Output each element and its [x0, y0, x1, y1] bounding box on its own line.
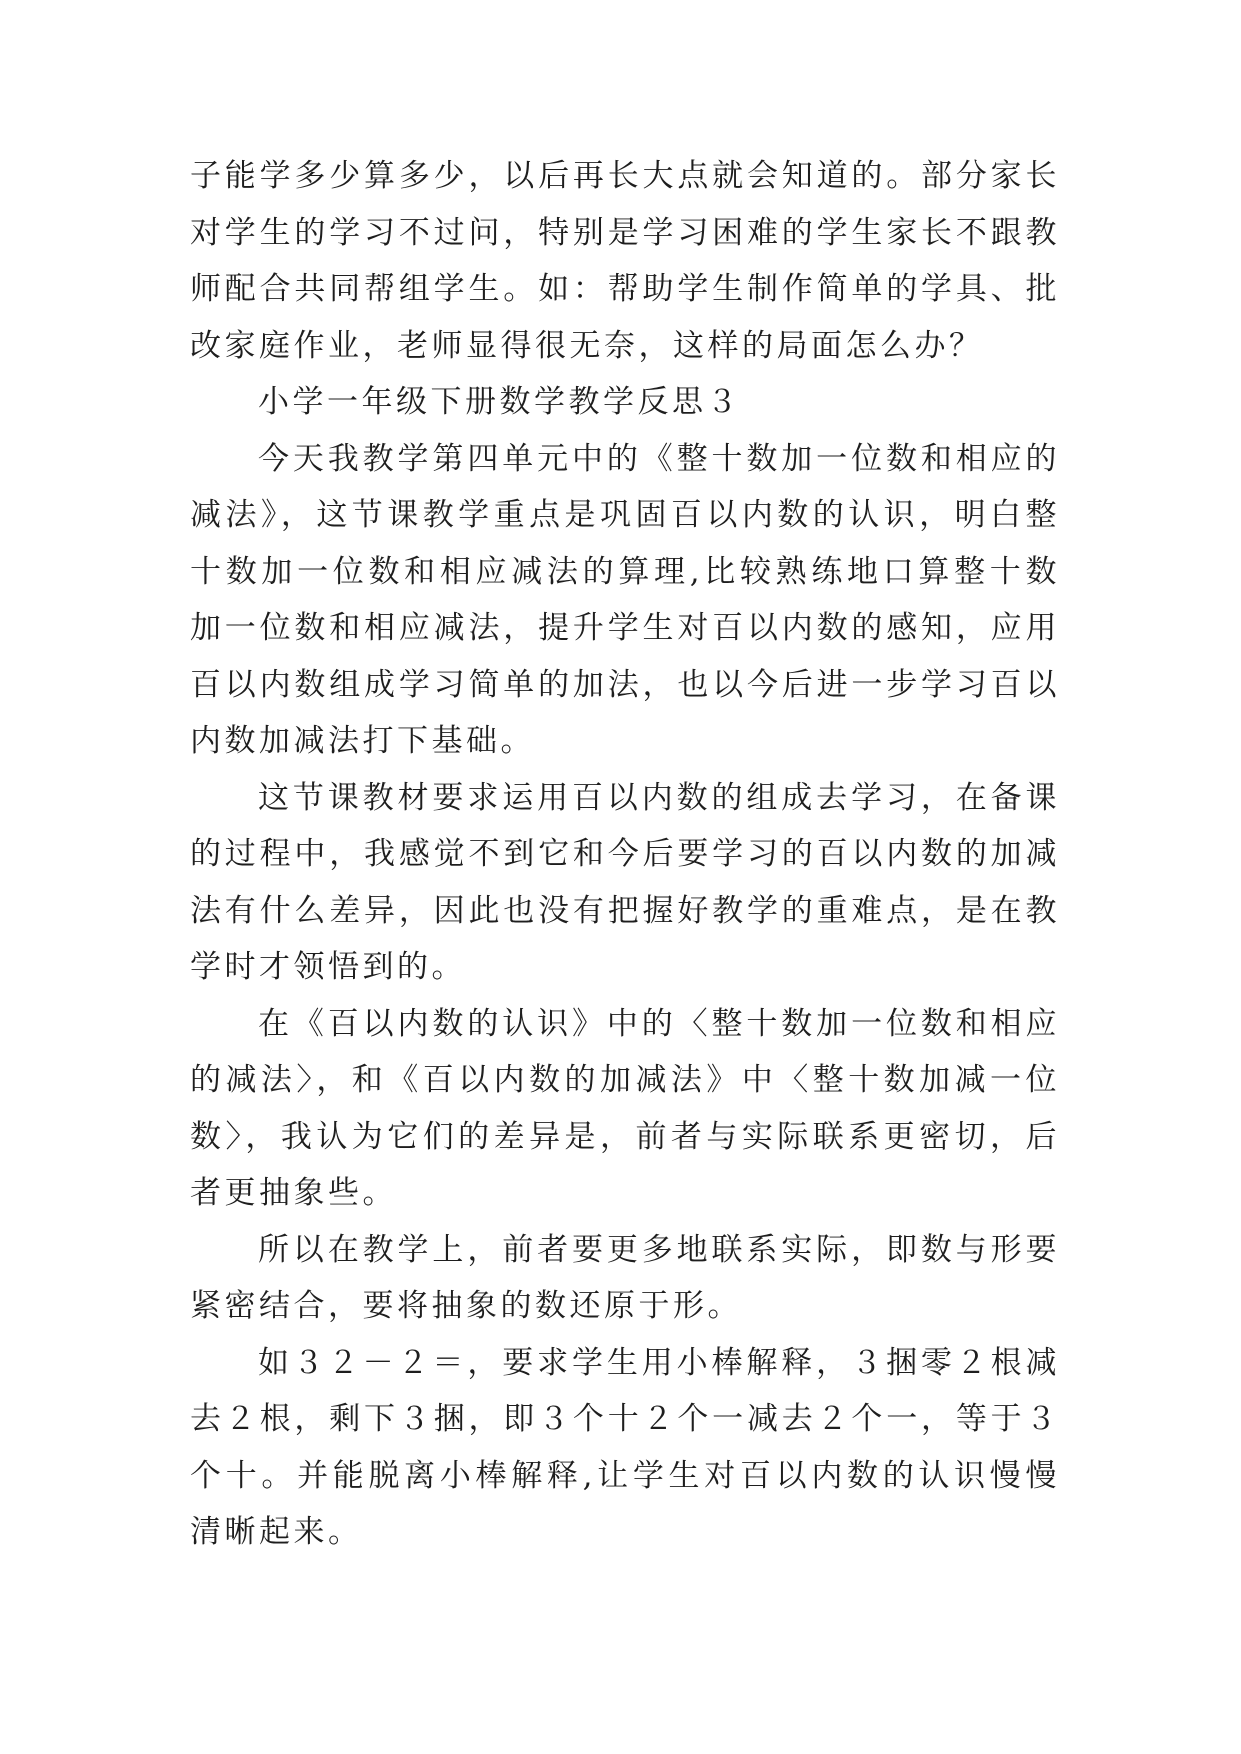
document-body — [190, 148, 1060, 1561]
paragraph-continuation: 子能学多少算多少，以后再长大点就会知道的。部分家长对学生的学习不过问，特别是学习困难的学生家长不跟教师配合共同帮组学生。如：帮助学生制作简单的学具、批改家庭作业，老师显得很无奈，这样的局面怎么办？ — [190, 158, 1060, 364]
paragraph-example: 如３２－２＝，要求学生用小棒解释，３捆零２根减去２根，剩下３捆，即３个十２个一减去２个一，等于３个十。并能脱离小棒解释,让学生对百以内数的认识慢慢清晰起来。 — [190, 1344, 1060, 1550]
paragraph-lesson-intro: 今天我教学第四单元中的《整十数加一位数和相应的减法》，这节课教学重点是巩固百以内数的认识，明白整十数加一位数和相应减法的算理,比较熟练地口算整十数加一位数和相应减法，提升学生对百以内数的感知，应用百以内数组成学习简单的加法，也以今后进一步学习百以内数加减法打下基础。 — [190, 440, 1060, 759]
paragraph-difference: 在《百以内数的认识》中的〈整十数加一位数和相应的减法〉，和《百以内数的加减法》中〈整十数加减一位数〉，我认为它们的差异是，前者与实际联系更密切，后者更抽象些。 — [190, 1005, 1060, 1211]
paragraph-textbook-requirement: 这节课教材要求运用百以内数的组成去学习，在备课的过程中，我感觉不到它和今后要学习的百以内数的加减法有什么差异，因此也没有把握好教学的重难点，是在教学时才领悟到的。 — [190, 779, 1060, 985]
paragraph-teaching-approach: 所以在教学上，前者要更多地联系实际，即数与形要紧密结合，要将抽象的数还原于形。 — [190, 1231, 1060, 1324]
section-heading: 小学一年级下册数学教学反思３ — [258, 384, 741, 420]
